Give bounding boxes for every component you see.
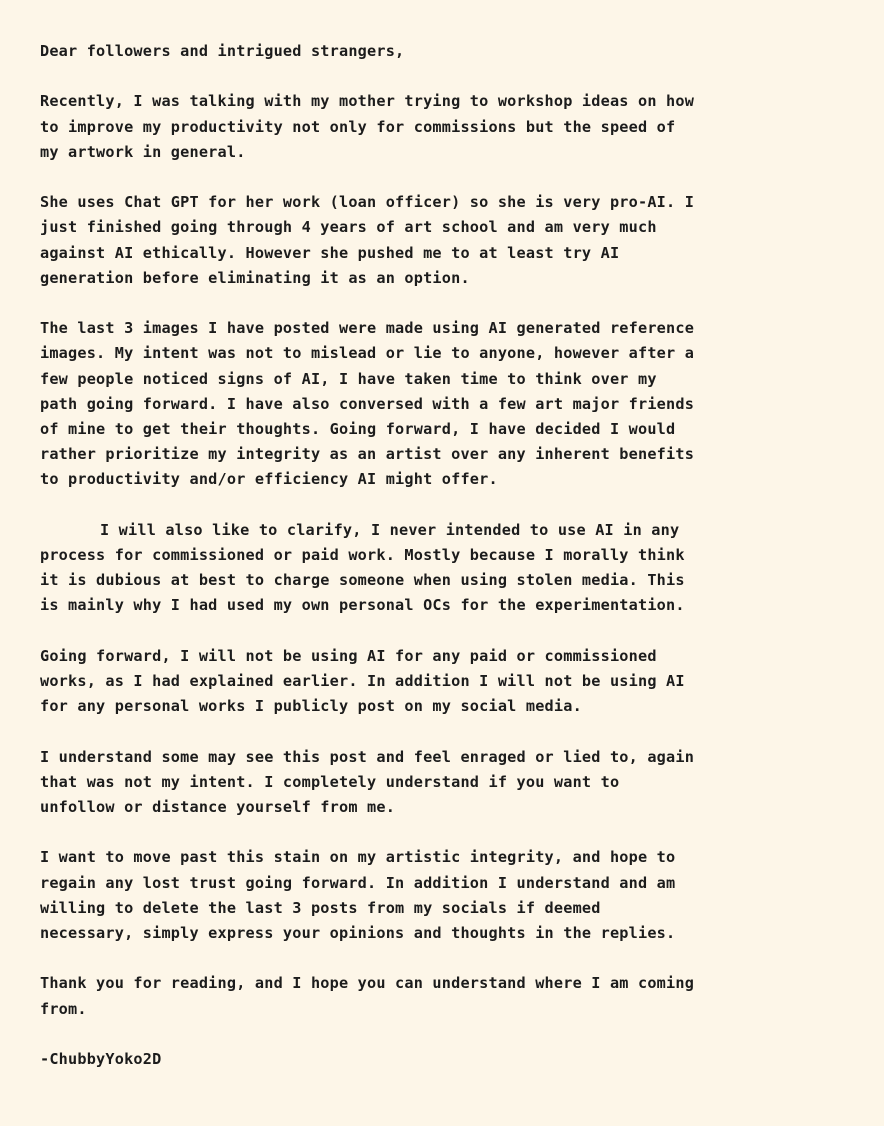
paragraph-thank-you: Thank you for reading, and I hope you can understand where I am coming from. [40,974,695,1018]
paragraph-mother-ai: She uses Chat GPT for her work (loan officer) so she is very pro-AI. I just finished going through 4 years of art school and am very much against AI ethically. However she pushed me to at least try AI generation before eliminating it as an option. [40,193,695,287]
paragraph-integrity: I want to move past this stain on my artistic integrity, and hope to regain any lost trust going forward. In addition I understand and am willing to delete the last 3 posts from my socials if deemed necessary, simply express your opinions and thoughts in the replies. [40,848,676,942]
paragraph-understanding: I understand some may see this post and feel enraged or lied to, again that was not my intent. I completely understand if you want to unfollow or distance yourself from me. [40,747,695,816]
greeting: Dear followers and intrigued strangers, [40,42,405,60]
signature: -ChubbyYoko2D [40,1049,162,1068]
paragraph-ai-references: The last 3 images I have posted were made using AI generated reference images. My intent was not to mislead or lie to anyone, however after a few people noticed signs of AI, I have taken time to think over my path going forward. I have also conversed with a few art major friends of mine to get their thoughts. Going forward, I have decided I would rather prioritize my integrity as an artist over any inherent benefits to productivity and/or efficiency AI might offer. [40,319,695,489]
paragraph-going-forward: Going forward, I will not be using AI for any paid or commissioned works, as I had explained earlier. In addition I will not be using AI for any personal works I publicly post on my social media. [40,646,685,716]
paragraph-clarification: I will also like to clarify, I never intended to use AI in any process for commissioned or paid work. Mostly because I morally think it is dubious at best to charge someone when using stolen media. This is mainly why I had used my own personal OCs for the experimentation. [40,520,685,615]
paragraph-productivity: Recently, I was talking with my mother trying to workshop ideas on how to improve my productivity not only for commissions but the speed of my artwork in general. [40,92,695,161]
